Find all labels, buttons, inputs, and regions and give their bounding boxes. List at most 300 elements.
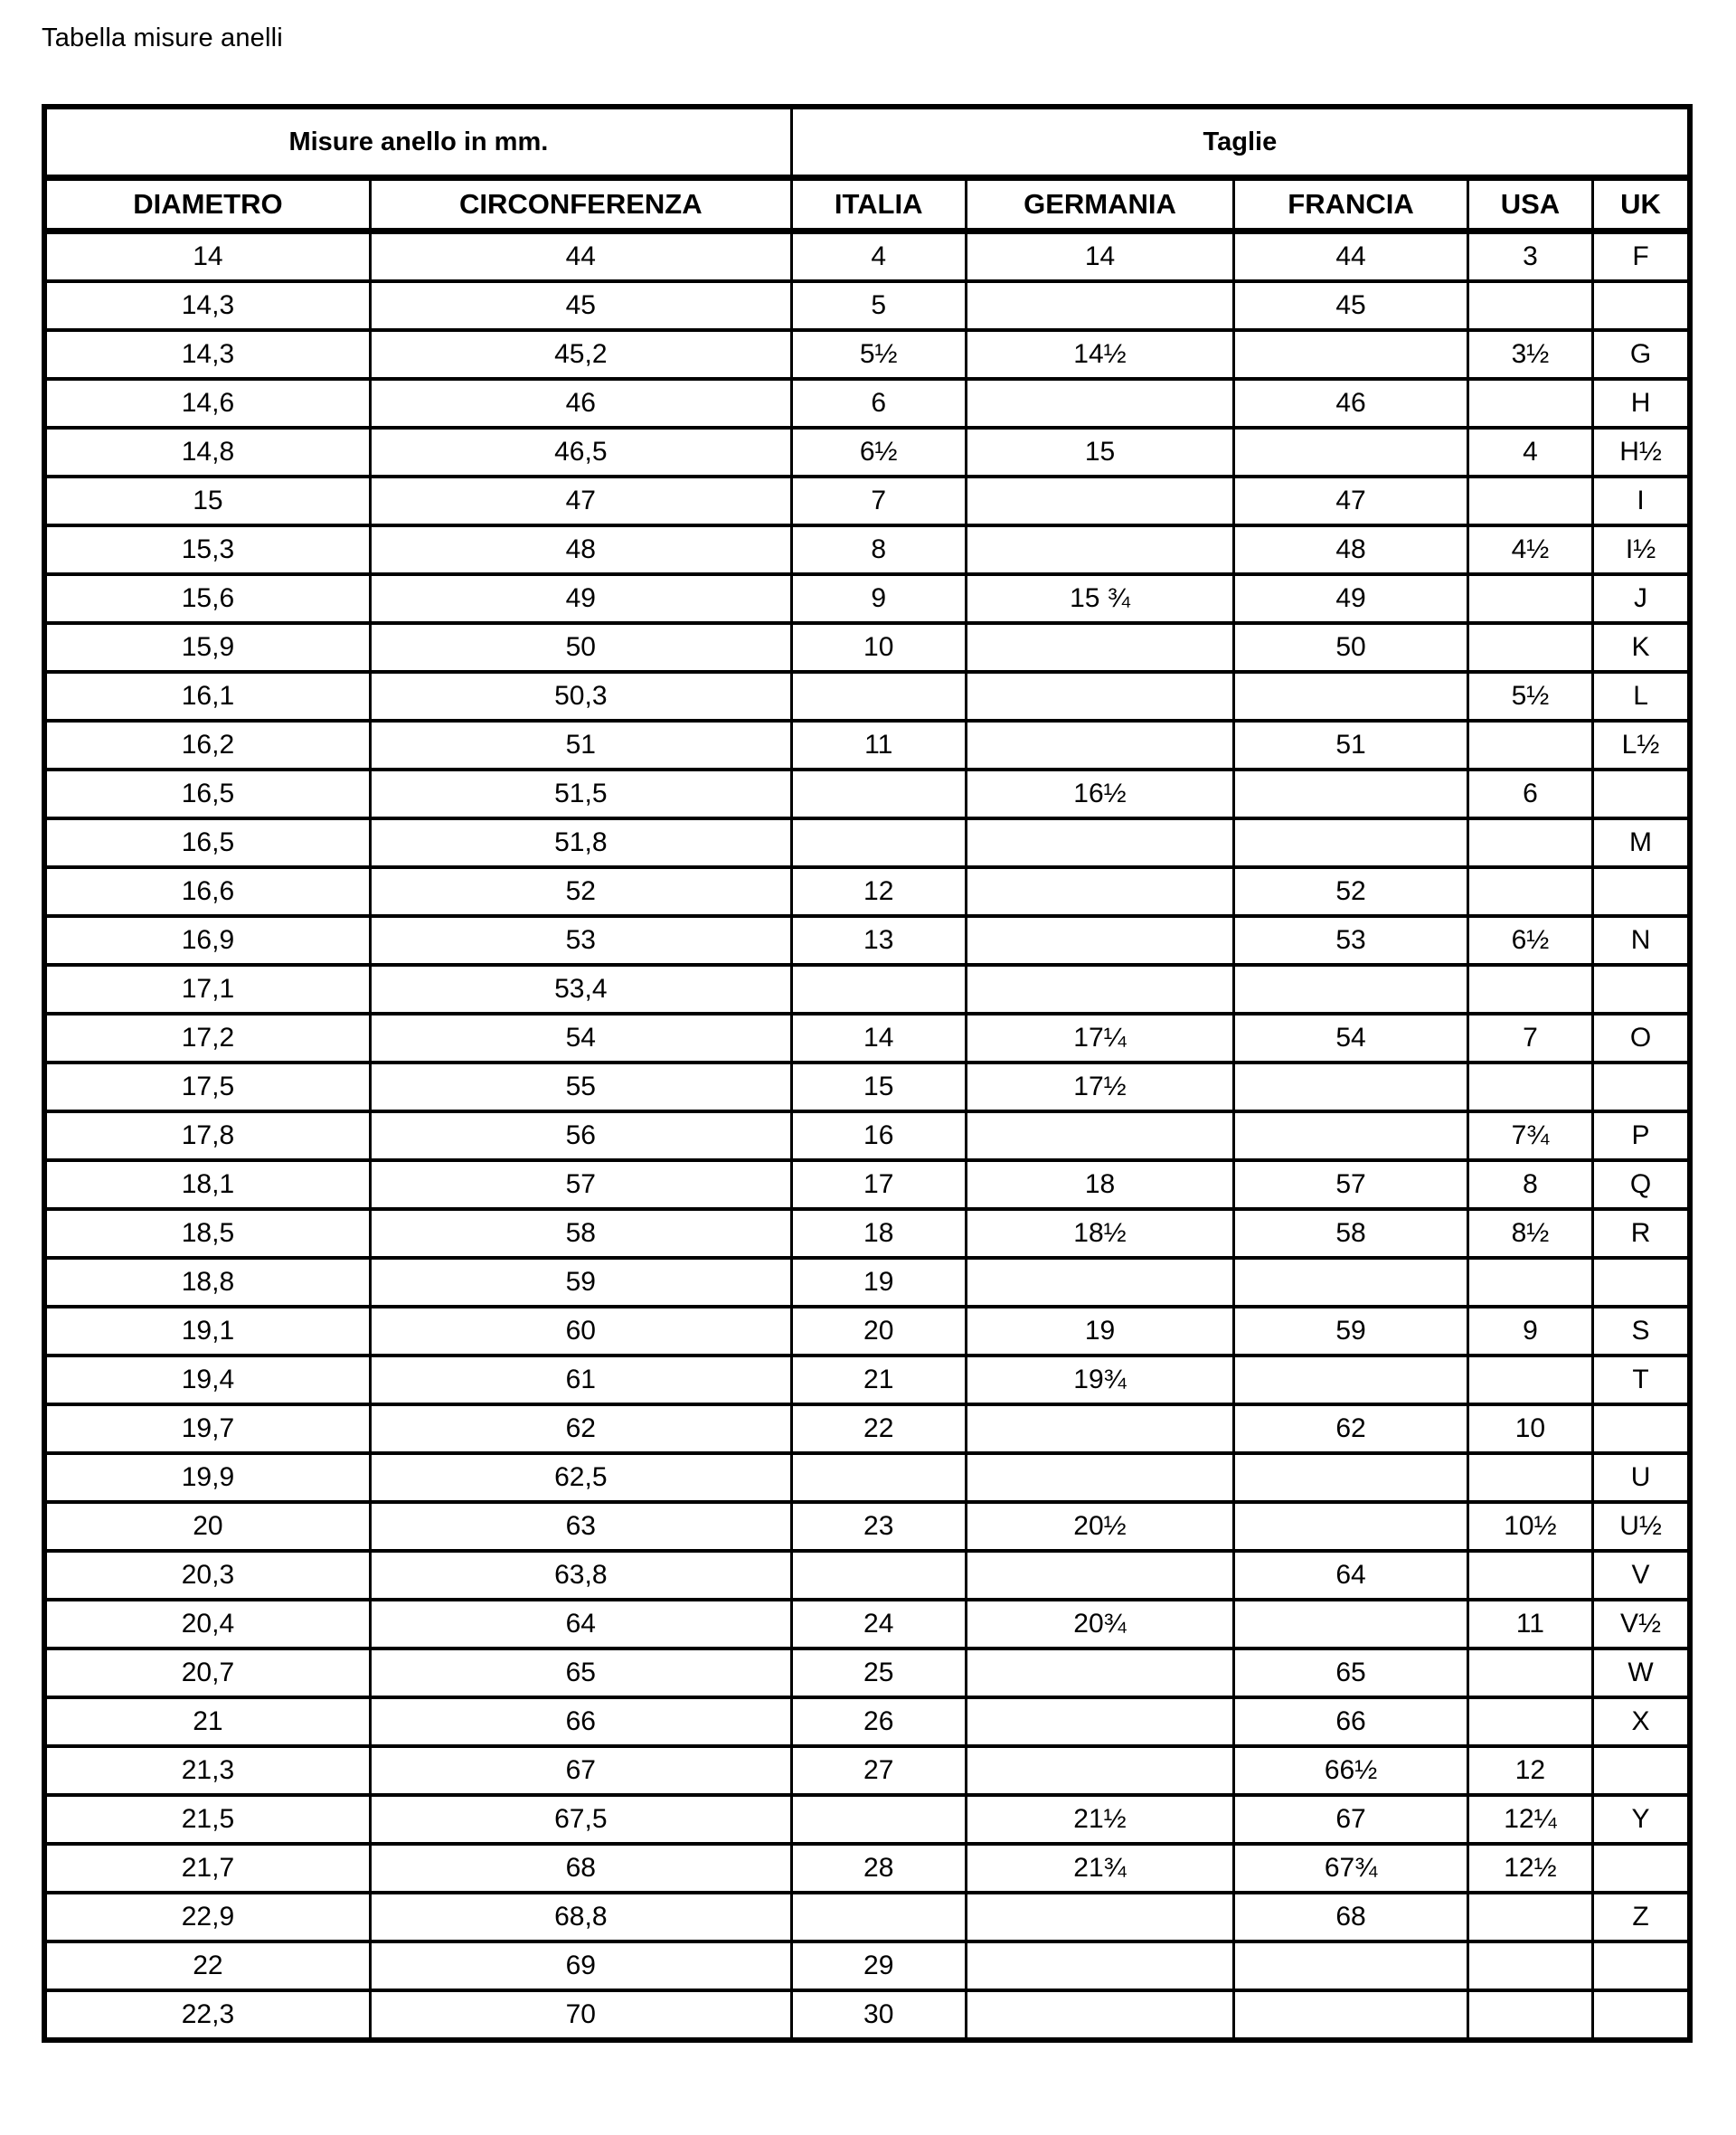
table-cell: 3 xyxy=(1467,231,1592,282)
table-cell: 16,1 xyxy=(44,672,370,721)
table-cell xyxy=(1593,1746,1690,1795)
table-cell xyxy=(966,1941,1234,1990)
table-cell xyxy=(1234,1990,1467,2040)
table-cell xyxy=(1234,428,1467,477)
table-cell xyxy=(1234,1502,1467,1551)
table-row xyxy=(44,1551,1690,1600)
table-cell: 55 xyxy=(370,1063,791,1111)
table-cell xyxy=(1467,1258,1592,1307)
table-cell: 58 xyxy=(1234,1209,1467,1258)
column-header-italia: ITALIA xyxy=(791,178,966,231)
table-cell xyxy=(966,1111,1234,1160)
group-header-misure-anello: Misure anello in mm. xyxy=(44,107,791,178)
table-cell: 5½ xyxy=(791,330,966,379)
table-cell xyxy=(1593,965,1690,1014)
table-cell: 63,8 xyxy=(370,1551,791,1600)
table-cell: 66 xyxy=(1234,1697,1467,1746)
table-cell xyxy=(1593,1844,1690,1893)
table-cell xyxy=(1593,281,1690,330)
ring-size-table xyxy=(42,104,1693,2043)
table-cell xyxy=(1593,1941,1690,1990)
table-cell: 15,6 xyxy=(44,574,370,623)
table-row xyxy=(44,1795,1690,1844)
table-row xyxy=(44,1502,1690,1551)
table-cell: 53,4 xyxy=(370,965,791,1014)
table-row xyxy=(44,1453,1690,1502)
table-cell xyxy=(1467,379,1592,428)
table-cell: J xyxy=(1593,574,1690,623)
table-cell: 10½ xyxy=(1467,1502,1592,1551)
table-row xyxy=(44,1209,1690,1258)
table-cell xyxy=(966,672,1234,721)
table-cell: U xyxy=(1593,1453,1690,1502)
table-cell xyxy=(1234,1111,1467,1160)
group-header-row xyxy=(44,107,1690,178)
table-cell: 6 xyxy=(1467,770,1592,818)
table-row xyxy=(44,1990,1690,2040)
table-cell: F xyxy=(1593,231,1690,282)
table-cell: 22,9 xyxy=(44,1893,370,1941)
table-cell: 16½ xyxy=(966,770,1234,818)
table-cell xyxy=(1467,867,1592,916)
table-cell: 8 xyxy=(791,525,966,574)
table-cell xyxy=(791,1893,966,1941)
table-cell xyxy=(1467,1990,1592,2040)
table-cell: 52 xyxy=(1234,867,1467,916)
table-row xyxy=(44,1160,1690,1209)
table-cell: 67¾ xyxy=(1234,1844,1467,1893)
table-cell: I xyxy=(1593,477,1690,525)
table-cell: W xyxy=(1593,1648,1690,1697)
table-row xyxy=(44,1063,1690,1111)
table-body xyxy=(44,231,1690,2041)
group-header-taglie: Taglie xyxy=(791,107,1690,178)
column-header-francia: FRANCIA xyxy=(1234,178,1467,231)
table-cell: 68,8 xyxy=(370,1893,791,1941)
table-cell: 22 xyxy=(791,1404,966,1453)
table-cell xyxy=(966,1746,1234,1795)
table-cell xyxy=(1234,1258,1467,1307)
table-cell xyxy=(1234,818,1467,867)
table-cell: 12½ xyxy=(1467,1844,1592,1893)
table-cell: S xyxy=(1593,1307,1690,1356)
table-cell xyxy=(966,525,1234,574)
table-cell: 17½ xyxy=(966,1063,1234,1111)
table-cell: 11 xyxy=(1467,1600,1592,1648)
table-cell xyxy=(1593,1063,1690,1111)
table-cell: 61 xyxy=(370,1356,791,1404)
table-cell xyxy=(1467,818,1592,867)
table-cell xyxy=(966,1648,1234,1697)
table-cell xyxy=(966,477,1234,525)
table-cell xyxy=(966,1404,1234,1453)
table-cell xyxy=(1234,1453,1467,1502)
table-row xyxy=(44,1404,1690,1453)
table-cell: 17,8 xyxy=(44,1111,370,1160)
table-row xyxy=(44,574,1690,623)
table-cell: 46 xyxy=(1234,379,1467,428)
table-cell: 7 xyxy=(1467,1014,1592,1063)
table-cell: 8½ xyxy=(1467,1209,1592,1258)
table-cell: 22,3 xyxy=(44,1990,370,2040)
table-cell: 28 xyxy=(791,1844,966,1893)
table-cell: 14,3 xyxy=(44,330,370,379)
table-cell: 19,1 xyxy=(44,1307,370,1356)
table-cell: 16,9 xyxy=(44,916,370,965)
table-row xyxy=(44,1600,1690,1648)
table-cell: 53 xyxy=(370,916,791,965)
table-cell xyxy=(1234,672,1467,721)
table-cell: 57 xyxy=(370,1160,791,1209)
table-cell: 12 xyxy=(1467,1746,1592,1795)
table-cell: 51 xyxy=(1234,721,1467,770)
table-cell: 15,3 xyxy=(44,525,370,574)
table-cell: 17,5 xyxy=(44,1063,370,1111)
table-cell xyxy=(966,1990,1234,2040)
table-row xyxy=(44,1648,1690,1697)
table-cell: 20,7 xyxy=(44,1648,370,1697)
table-cell: 59 xyxy=(1234,1307,1467,1356)
table-cell: 51,8 xyxy=(370,818,791,867)
table-cell: 15,9 xyxy=(44,623,370,672)
table-cell: 19,7 xyxy=(44,1404,370,1453)
table-row xyxy=(44,1746,1690,1795)
table-cell: 68 xyxy=(370,1844,791,1893)
table-cell xyxy=(1467,1453,1592,1502)
table-cell: 12¼ xyxy=(1467,1795,1592,1844)
table-cell xyxy=(1593,867,1690,916)
table-row xyxy=(44,916,1690,965)
table-cell: R xyxy=(1593,1209,1690,1258)
table-row xyxy=(44,1844,1690,1893)
table-cell: 20 xyxy=(44,1502,370,1551)
table-cell: 68 xyxy=(1234,1893,1467,1941)
table-cell: 49 xyxy=(370,574,791,623)
table-cell: 44 xyxy=(370,231,791,282)
table-cell: 66 xyxy=(370,1697,791,1746)
table-row xyxy=(44,525,1690,574)
table-cell: 70 xyxy=(370,1990,791,2040)
table-row xyxy=(44,1697,1690,1746)
table-cell: 64 xyxy=(370,1600,791,1648)
table-cell: 56 xyxy=(370,1111,791,1160)
table-cell: 15 xyxy=(44,477,370,525)
table-cell: 64 xyxy=(1234,1551,1467,1600)
table-cell xyxy=(1467,574,1592,623)
table-cell: 21 xyxy=(791,1356,966,1404)
table-cell: 21,7 xyxy=(44,1844,370,1893)
table-cell: 14 xyxy=(791,1014,966,1063)
table-cell: 21,3 xyxy=(44,1746,370,1795)
table-row xyxy=(44,428,1690,477)
table-cell: 21,5 xyxy=(44,1795,370,1844)
table-cell: 20½ xyxy=(966,1502,1234,1551)
table-row xyxy=(44,1941,1690,1990)
column-header-circonferenza: CIRCONFERENZA xyxy=(370,178,791,231)
table-cell: 9 xyxy=(1467,1307,1592,1356)
table-cell: 21½ xyxy=(966,1795,1234,1844)
table-cell: 14 xyxy=(44,231,370,282)
table-cell: 52 xyxy=(370,867,791,916)
table-cell xyxy=(966,721,1234,770)
table-cell xyxy=(966,1893,1234,1941)
table-cell: 18,5 xyxy=(44,1209,370,1258)
table-cell xyxy=(1234,1941,1467,1990)
table-cell xyxy=(966,379,1234,428)
table-cell: 51 xyxy=(370,721,791,770)
table-cell: 4 xyxy=(791,231,966,282)
table-cell: 18 xyxy=(791,1209,966,1258)
table-cell: 19 xyxy=(791,1258,966,1307)
table-cell: 15 xyxy=(966,428,1234,477)
table-cell: 17 xyxy=(791,1160,966,1209)
table-cell xyxy=(1593,770,1690,818)
table-cell: M xyxy=(1593,818,1690,867)
table-row xyxy=(44,1014,1690,1063)
table-cell: 67 xyxy=(370,1746,791,1795)
table-cell xyxy=(966,1453,1234,1502)
table-cell: 19,9 xyxy=(44,1453,370,1502)
table-cell: 47 xyxy=(1234,477,1467,525)
table-cell: 62 xyxy=(370,1404,791,1453)
table-cell: N xyxy=(1593,916,1690,965)
table-cell xyxy=(1467,965,1592,1014)
table-row xyxy=(44,1307,1690,1356)
table-row xyxy=(44,721,1690,770)
table-cell: 26 xyxy=(791,1697,966,1746)
table-cell xyxy=(1467,281,1592,330)
table-cell: 29 xyxy=(791,1941,966,1990)
table-cell xyxy=(1467,1356,1592,1404)
table-cell: 16,5 xyxy=(44,770,370,818)
table-cell: 6½ xyxy=(791,428,966,477)
table-cell xyxy=(1467,1893,1592,1941)
table-cell: 49 xyxy=(1234,574,1467,623)
table-cell xyxy=(791,1453,966,1502)
table-cell: 10 xyxy=(1467,1404,1592,1453)
table-cell: 20,4 xyxy=(44,1600,370,1648)
table-cell: 6 xyxy=(791,379,966,428)
table-cell: 45 xyxy=(1234,281,1467,330)
table-cell: 16,5 xyxy=(44,818,370,867)
table-cell: 48 xyxy=(1234,525,1467,574)
table-cell: 57 xyxy=(1234,1160,1467,1209)
table-cell: 14,6 xyxy=(44,379,370,428)
table-cell: Z xyxy=(1593,1893,1690,1941)
table-cell: T xyxy=(1593,1356,1690,1404)
table-cell: 17¼ xyxy=(966,1014,1234,1063)
table-cell xyxy=(966,1697,1234,1746)
table-cell: 50,3 xyxy=(370,672,791,721)
table-cell: 4½ xyxy=(1467,525,1592,574)
table-cell xyxy=(966,916,1234,965)
table-row xyxy=(44,623,1690,672)
table-cell xyxy=(1467,477,1592,525)
table-cell: 11 xyxy=(791,721,966,770)
table-cell: L½ xyxy=(1593,721,1690,770)
table-cell: O xyxy=(1593,1014,1690,1063)
table-cell xyxy=(966,1258,1234,1307)
table-cell: 19¾ xyxy=(966,1356,1234,1404)
table-cell: 19 xyxy=(966,1307,1234,1356)
table-cell xyxy=(1593,1258,1690,1307)
table-cell: 14 xyxy=(966,231,1234,282)
table-cell: 59 xyxy=(370,1258,791,1307)
table-cell xyxy=(1234,1356,1467,1404)
table-cell: 8 xyxy=(1467,1160,1592,1209)
table-row xyxy=(44,330,1690,379)
table-cell: 16,2 xyxy=(44,721,370,770)
table-cell: 46 xyxy=(370,379,791,428)
table-cell: 18,8 xyxy=(44,1258,370,1307)
table-cell xyxy=(1467,1648,1592,1697)
table-cell: 62,5 xyxy=(370,1453,791,1502)
table-cell: 5 xyxy=(791,281,966,330)
table-cell: 16 xyxy=(791,1111,966,1160)
table-cell xyxy=(791,818,966,867)
table-row xyxy=(44,965,1690,1014)
table-cell: 53 xyxy=(1234,916,1467,965)
column-header-uk: UK xyxy=(1593,178,1690,231)
table-cell: 24 xyxy=(791,1600,966,1648)
table-cell xyxy=(791,965,966,1014)
table-cell: P xyxy=(1593,1111,1690,1160)
table-row xyxy=(44,379,1690,428)
table-cell: 45,2 xyxy=(370,330,791,379)
table-cell: 9 xyxy=(791,574,966,623)
table-cell: 4 xyxy=(1467,428,1592,477)
table-cell xyxy=(966,281,1234,330)
table-cell: 69 xyxy=(370,1941,791,1990)
column-header-usa: USA xyxy=(1467,178,1592,231)
table-cell xyxy=(1234,965,1467,1014)
table-row xyxy=(44,672,1690,721)
table-cell: 47 xyxy=(370,477,791,525)
table-row xyxy=(44,1893,1690,1941)
table-cell: G xyxy=(1593,330,1690,379)
table-row xyxy=(44,1258,1690,1307)
table-cell: 20,3 xyxy=(44,1551,370,1600)
table-cell: 58 xyxy=(370,1209,791,1258)
table-cell: 7 xyxy=(791,477,966,525)
table-cell: 51,5 xyxy=(370,770,791,818)
table-cell: 17,2 xyxy=(44,1014,370,1063)
table-cell: 14½ xyxy=(966,330,1234,379)
table-cell: Y xyxy=(1593,1795,1690,1844)
page-title: Tabella misure anelli xyxy=(42,24,283,52)
table-cell: 45 xyxy=(370,281,791,330)
table-cell: H xyxy=(1593,379,1690,428)
table-row xyxy=(44,281,1690,330)
table-cell xyxy=(1467,1063,1592,1111)
table-cell: 44 xyxy=(1234,231,1467,282)
table-row xyxy=(44,818,1690,867)
table-cell xyxy=(1467,1697,1592,1746)
column-header-row xyxy=(44,178,1690,231)
table-cell xyxy=(1593,1404,1690,1453)
table-cell xyxy=(1467,721,1592,770)
table-cell xyxy=(966,965,1234,1014)
table-cell: 54 xyxy=(1234,1014,1467,1063)
table-cell: 16,6 xyxy=(44,867,370,916)
table-cell: 21¾ xyxy=(966,1844,1234,1893)
table-cell: 48 xyxy=(370,525,791,574)
table-cell: 18 xyxy=(966,1160,1234,1209)
column-header-germania: GERMANIA xyxy=(966,178,1234,231)
table-cell: 13 xyxy=(791,916,966,965)
table-cell: 20¾ xyxy=(966,1600,1234,1648)
table-cell: 27 xyxy=(791,1746,966,1795)
table-cell xyxy=(1234,1600,1467,1648)
table-row xyxy=(44,477,1690,525)
table-cell: L xyxy=(1593,672,1690,721)
table-cell: U½ xyxy=(1593,1502,1690,1551)
table-cell: 18½ xyxy=(966,1209,1234,1258)
table-cell: 60 xyxy=(370,1307,791,1356)
table-cell: 62 xyxy=(1234,1404,1467,1453)
table-cell: 6½ xyxy=(1467,916,1592,965)
table-cell: 46,5 xyxy=(370,428,791,477)
table-cell: 10 xyxy=(791,623,966,672)
table-cell: K xyxy=(1593,623,1690,672)
table-row xyxy=(44,867,1690,916)
table-cell: V½ xyxy=(1593,1600,1690,1648)
table-cell xyxy=(1593,1990,1690,2040)
table-cell: 25 xyxy=(791,1648,966,1697)
table-cell: 50 xyxy=(1234,623,1467,672)
table-cell xyxy=(966,867,1234,916)
table-cell: 67 xyxy=(1234,1795,1467,1844)
table-cell xyxy=(966,1551,1234,1600)
table-cell: 17,1 xyxy=(44,965,370,1014)
table-cell xyxy=(1234,770,1467,818)
column-header-diametro: DIAMETRO xyxy=(44,178,370,231)
table-cell: 65 xyxy=(370,1648,791,1697)
table-cell xyxy=(1467,1551,1592,1600)
table-cell: 23 xyxy=(791,1502,966,1551)
table-cell: 21 xyxy=(44,1697,370,1746)
table-cell xyxy=(791,770,966,818)
table-cell: 7¾ xyxy=(1467,1111,1592,1160)
table-cell: 65 xyxy=(1234,1648,1467,1697)
table-cell: 50 xyxy=(370,623,791,672)
table-cell: 14,3 xyxy=(44,281,370,330)
table-row xyxy=(44,231,1690,282)
table-cell: 14,8 xyxy=(44,428,370,477)
table-row xyxy=(44,1356,1690,1404)
table-cell xyxy=(1234,1063,1467,1111)
table-cell: 15 ¾ xyxy=(966,574,1234,623)
table-cell: 20 xyxy=(791,1307,966,1356)
table-cell: 67,5 xyxy=(370,1795,791,1844)
table-cell xyxy=(791,1551,966,1600)
table-row xyxy=(44,1111,1690,1160)
table-cell: 54 xyxy=(370,1014,791,1063)
table-cell: 18,1 xyxy=(44,1160,370,1209)
table-cell: 66½ xyxy=(1234,1746,1467,1795)
table-cell: 15 xyxy=(791,1063,966,1111)
table-cell xyxy=(791,1795,966,1844)
table-row xyxy=(44,770,1690,818)
table-cell: 12 xyxy=(791,867,966,916)
table-cell: I½ xyxy=(1593,525,1690,574)
table-cell: Q xyxy=(1593,1160,1690,1209)
table-cell: X xyxy=(1593,1697,1690,1746)
table-cell: 5½ xyxy=(1467,672,1592,721)
table-cell: 19,4 xyxy=(44,1356,370,1404)
table-cell: 22 xyxy=(44,1941,370,1990)
table-cell: 30 xyxy=(791,1990,966,2040)
